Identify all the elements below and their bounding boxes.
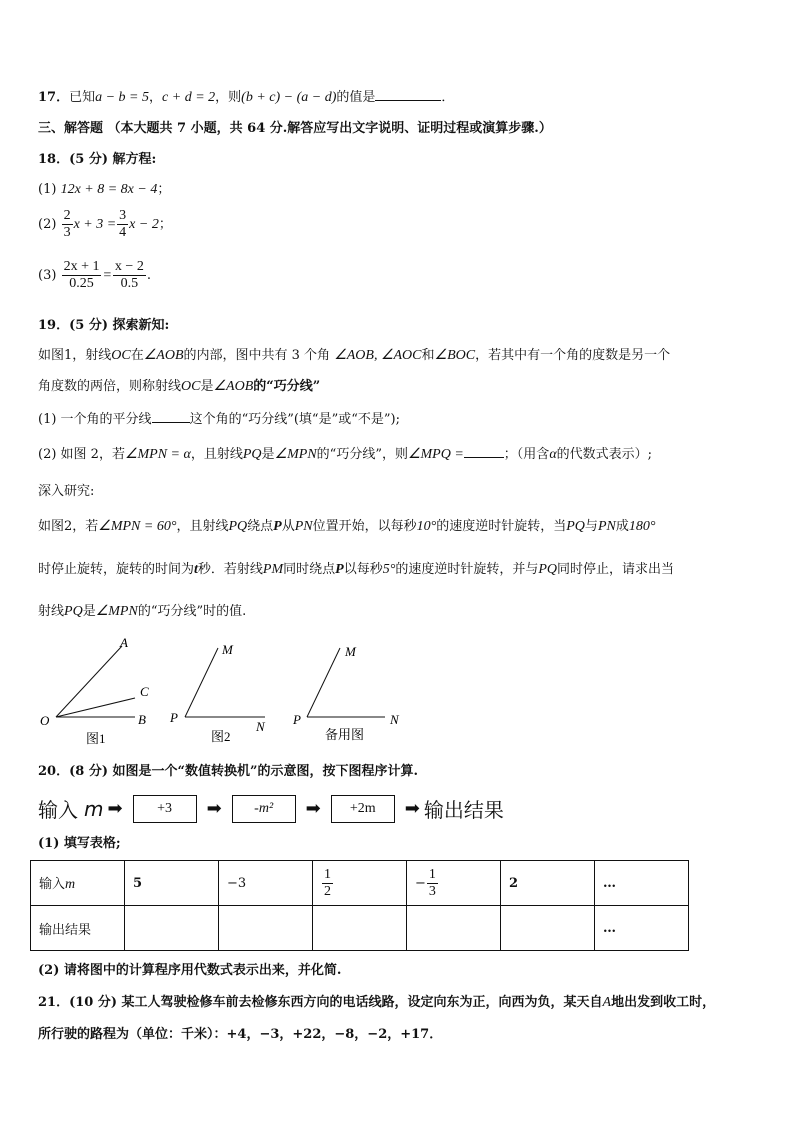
math: OC [111,348,131,363]
q18-p3-eq: = [102,268,112,283]
fig3-caption: 备用图 [325,727,365,742]
math: PQ [228,519,248,534]
fraction [113,259,146,292]
fraction-denominator: 3 [63,225,71,240]
math: ∠MPN = α [124,447,191,462]
math: PN [597,519,616,534]
fraction [117,208,128,241]
fig3-label-n: N [390,712,399,727]
fraction-denominator: 4 [119,225,127,240]
math: PQ [566,519,585,534]
answer-cell[interactable] [501,906,595,951]
math: ∠AOB [143,348,184,363]
flow-input-label: 输入 [38,798,78,822]
text: 从 [281,519,295,534]
math: PQ [64,604,83,619]
input-label: 输入 [39,877,66,892]
fraction [62,208,73,241]
q18-part3 [38,258,151,294]
text: 的“巧分线”，则 [316,447,408,462]
text: ，且射线 [190,447,243,462]
q17-text3: 的值是 [336,90,376,105]
q19-deep-heading: 深入研究: [38,484,95,499]
q17-text2: ，则 [215,90,242,105]
text: 的内部，图中共有 3 个角 [183,348,335,363]
text: ，且射线 [176,519,229,534]
text: 和 [421,348,435,363]
text: 是 [200,379,214,394]
text: 是 [261,447,275,462]
q18-part1 [38,181,170,199]
text: 如图1，射线 [38,348,112,363]
text: 的代数式表示）; [556,447,653,462]
q19-sub1 [38,410,400,429]
text: 与 [584,519,598,534]
math: A [602,995,612,1010]
text: 同时停止，请求出当 [557,562,675,577]
q20-sub1: (1) 填写表格; [38,836,121,851]
math: 10° [416,519,437,534]
q19-heading: 19．(5 分) 探索新知: [38,318,170,333]
q18-p2-end: ； [158,217,172,232]
q19-sub2 [38,445,652,464]
fraction-denominator: 0.25 [69,276,94,291]
table-cell: −3 [219,861,313,906]
text: 地出发到收工时， [611,995,716,1010]
q18-p1-expr: 12x + 8 = 8x − 4 [60,182,158,197]
q20-heading: 20．(8 分) 如图是一个“数值转换机”的示意图，按下图程序计算. [38,764,418,779]
text: 的“巧分线”时的值. [137,604,247,619]
table-cell: 5 [125,861,219,906]
text: 同时绕点 [283,562,336,577]
math: PM [262,562,284,577]
arrow-right-icon: ➡ [305,798,321,819]
q18-p2-label: (2) [38,217,57,232]
fig2-label-p: P [170,710,178,725]
q17-sep: ， [149,90,163,105]
math: P [335,562,344,577]
figure-1 [40,635,149,746]
answer-cell[interactable] [125,906,219,951]
text: 时停止旋转，旋转的时间为 [38,562,195,577]
text: 是 [82,604,96,619]
q17-expr2: c + d = 2 [162,90,216,105]
fraction-numerator: 2x + 1 [63,259,100,274]
text: 角度数的两倍，则称射线 [38,379,182,394]
q17-expr1: a − b = 5 [95,90,150,105]
text: 位置开始，以每秒 [312,519,417,534]
text: (1) 一个角的平分线 [38,412,152,427]
table-row [31,906,689,951]
flow-box-neg-msq: -m² [232,795,296,823]
text: (2) 如图 2，若 [38,447,125,462]
q19-sub1-blank[interactable] [152,410,190,423]
math: P [273,519,282,534]
text: 如图2，若 [38,519,99,534]
fraction-denominator: 3 [428,883,436,899]
table-cell: 输出结果 [31,906,125,951]
section-three-heading: 三、解答题 （本大题共 7 小题，共 64 分.解答应写出文字说明、证明过程或演算步骤.） [38,121,552,136]
fraction [427,867,438,900]
table-cell: … [595,861,689,906]
math: ∠MPN = 60° [98,519,177,534]
q21-line1 [38,994,715,1012]
flow-input-var: m [84,796,104,821]
text: 秒．若射线 [197,562,263,577]
math: PN [294,519,313,534]
fraction-numerator: 1 [324,866,331,882]
table-cell [407,861,501,906]
text: 的“巧分线” [253,379,321,394]
figure-2 [169,642,266,744]
fig1-label-c: C [140,684,149,699]
q19-deep-line2 [38,561,674,579]
math: ∠AOB [213,379,254,394]
q18-p1-label: (1) [38,182,57,197]
q18-heading: 18．(5 分) 解方程: [38,152,157,167]
text: 21．(10 分) 某工人驾驶检修车前去检修东西方向的电话线路，设定向东为正，向西为负，某天自 [38,995,603,1010]
fig2-label-m: M [222,642,233,657]
text: 这个角的“巧分线”(填“是”或“不是”); [189,412,400,427]
q19-figures [0,630,794,750]
text: 射线 [38,604,65,619]
text: 成 [615,519,629,534]
math: PQ [538,562,558,577]
table-cell [313,861,407,906]
fraction-numerator: 3 [119,208,127,223]
fraction-numerator: 2 [63,208,71,223]
table-cell: 2 [501,861,595,906]
math: 180° [628,519,656,534]
flow-box-add3: +3 [133,795,197,823]
q20-sub2: (2) 请将图中的计算程序用代数式表示出来，并化简. [38,963,342,978]
fig1-label-a: A [120,635,128,650]
fraction [322,867,333,900]
answer-cell[interactable] [407,906,501,951]
q21-line2: 所行驶的路程为（单位：千米）：+4，−3，+22，−8，−2，+17． [38,1027,443,1042]
text: 以每秒 [343,562,383,577]
q18-p2-tail: x − 2 [129,217,159,232]
fraction-denominator: 0.5 [120,276,139,291]
q19-sub2-blank[interactable] [464,445,504,458]
fig3-label-m: M [345,644,356,659]
fig1-label-o: O [40,713,50,728]
arrow-right-icon: ➡ [404,798,420,819]
text: 在 [130,348,144,363]
q18-part2 [38,207,172,243]
input-var: m [65,877,76,892]
table-cell: … [595,906,689,951]
math: ∠MPN [274,447,317,462]
arrow-right-icon: ➡ [206,798,222,819]
q18-p3-end: . [146,268,151,283]
math: ∠MPN [95,604,138,619]
flow-box-add2m: +2m [331,795,395,823]
text: 的速度逆时针旋转，并与 [395,562,539,577]
q19-deep-line1 [38,518,655,536]
fig2-caption: 图2 [211,729,231,744]
q17-line [38,88,454,107]
arrow-right-icon: ➡ [107,798,123,819]
q17-expr3: (b + c) − (a − d) [241,90,337,105]
fraction-denominator: 2 [324,883,331,899]
text: ，若其中有一个角的度数是另一个 [475,348,671,363]
math: ∠AOB, ∠AOC [334,348,422,363]
answer-cell[interactable] [219,906,313,951]
minus-sign: − [415,875,426,891]
fig1-label-b: B [138,712,146,727]
q19-line1 [38,347,670,365]
fraction-numerator: x − 2 [114,259,144,274]
answer-cell[interactable] [313,906,407,951]
flow-output-label: 输出结果 [423,798,504,822]
text: 绕点 [247,519,274,534]
q18-p1-end: ； [157,182,171,197]
math: α [549,447,557,462]
table-row [31,861,689,906]
q17-answer-blank[interactable] [375,88,441,101]
q18-p3-label: (3) [38,268,57,283]
fraction [62,259,102,292]
math: OC [181,379,201,394]
fig2-label-n: N [256,719,265,734]
q19-deep-line3 [38,603,246,621]
q17-number: 17． [38,90,70,105]
q19-line2 [38,378,320,396]
fig1-caption: 图1 [86,731,106,746]
math: t [194,562,198,577]
q20-table [30,860,689,951]
figure-backup [292,644,400,742]
fraction-numerator: 1 [428,866,436,882]
text: ；（用含 [503,447,550,462]
math: ∠MPQ = [407,447,464,462]
math: PQ [242,447,262,462]
q17-end: ． [441,90,455,105]
table-cell [31,861,125,906]
q18-p2-mid: x + 3 = [73,217,117,232]
math: 5° [382,562,396,577]
q17-text: 已知 [69,90,96,105]
math: ∠BOC [434,348,476,363]
fig3-label-p: P [293,712,301,727]
text: 的速度逆时针旋转，当 [436,519,567,534]
conversion-machine-flow [38,794,504,823]
